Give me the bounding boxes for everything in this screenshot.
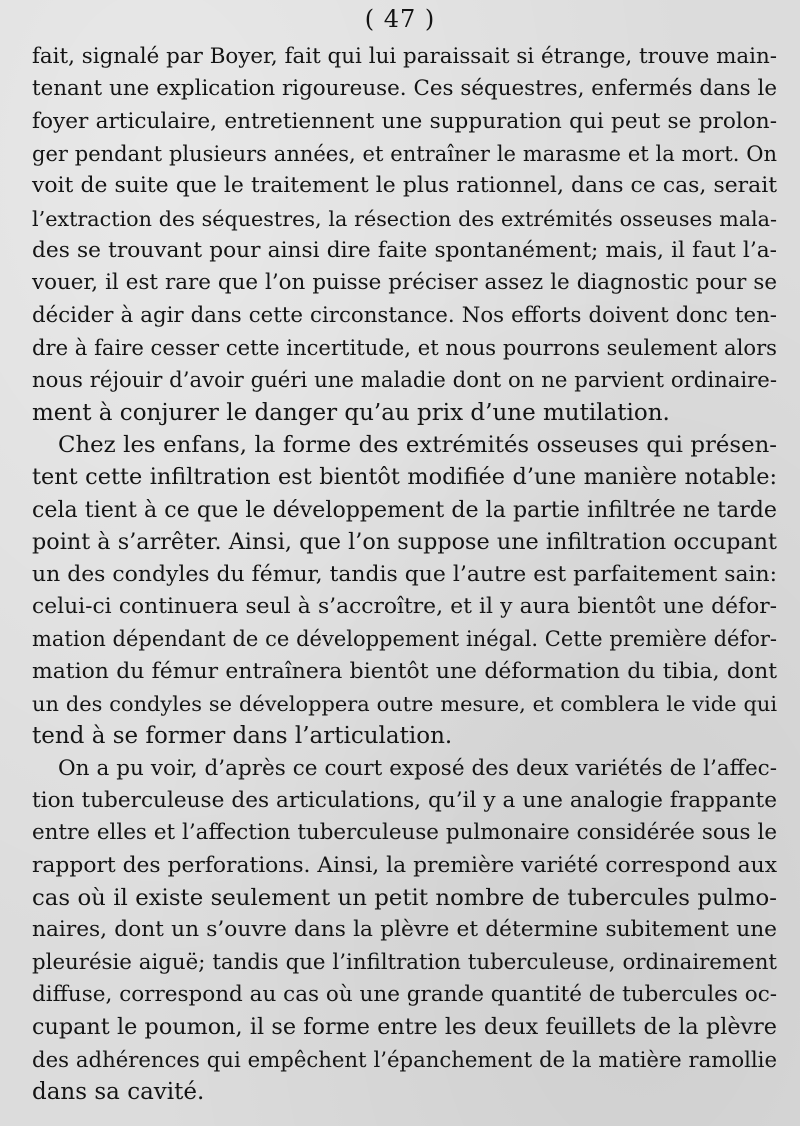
text-line: entre elles et l’affection tuberculeuse pulmonaire considérée sous le: [32, 820, 777, 846]
paragraph-1: [32, 41, 777, 429]
text-line: tend à se former dans l’articulation.: [32, 723, 453, 750]
text-line: point à s’arrêter. Ainsi, que l’on suppose une infiltration occupant: [32, 529, 777, 556]
text-line: foyer articulaire, entretiennent une suppuration qui peut se prolon-: [32, 108, 777, 134]
text-line: vouer, il est rare que l’on puisse préciser assez le diagnostic pour se: [32, 270, 777, 296]
body-text: [32, 41, 777, 1108]
text-line: tenant une explication rigoureuse. Ces séquestres, enfermés dans le: [32, 76, 777, 102]
text-line: mation du fémur entraînera bientôt une déformation du tibia, dont: [32, 658, 777, 684]
text-line: cas où il existe seulement un petit nombre de tubercules pulmo-: [32, 884, 777, 911]
text-line: un des condyles se développera outre mesure, et comblera le vide qui: [32, 691, 777, 716]
text-line: voit de suite que le traitement le plus rationnel, dans ce cas, serait: [32, 173, 777, 199]
text-line: rapport des perforations. Ainsi, la première variété correspond aux: [32, 852, 777, 878]
page-number: ( 47 ): [364, 5, 436, 33]
text-line: décider à agir dans cette circonstance. Nos efforts doivent donc ten-: [32, 302, 777, 328]
text-line: des adhérences qui empêchent l’épanchement de la matière ramollie: [32, 1046, 777, 1072]
text-line: naires, dont un s’ouvre dans la plèvre et détermine subitement une: [32, 917, 777, 943]
text-line: diffuse, correspond au cas où une grande quantité de tubercules oc-: [32, 981, 777, 1007]
text-line: un des condyles du fémur, tandis que l’autre est parfaitement sain:: [32, 561, 777, 587]
text-line: dre à faire cesser cette incertitude, et nous pourrons seulement alors: [32, 335, 777, 361]
text-line: des se trouvant pour ainsi dire faite spontanément; mais, il faut l’a-: [32, 238, 777, 264]
text-line: On a pu voir, d’après ce court exposé des deux variétés de l’affec-: [58, 755, 777, 781]
text-line: pleurésie aiguë; tandis que l’infiltration tuberculeuse, ordinairement: [32, 949, 777, 975]
text-line: ger pendant plusieurs années, et entraîner le marasme et la mort. On: [32, 142, 777, 167]
text-line: ment à conjurer le danger qu’au prix d’une mutilation.: [32, 399, 670, 426]
text-line: cupant le poumon, il se forme entre les deux feuillets de la plèvre: [32, 1014, 777, 1041]
text-line: Chez les enfans, la forme des extrémités osseuses qui présen-: [58, 432, 777, 459]
text-line: nous réjouir d’avoir guéri une maladie dont on ne parvient ordinaire-: [32, 367, 777, 393]
text-line: l’extraction des séquestres, la résection des extrémités osseuses mala-: [32, 206, 777, 231]
text-line: celui-ci continuera seul à s’accroître, et il y aura bientôt une défor-: [32, 593, 777, 619]
text-line: cela tient à ce que le développement de la partie infiltrée ne tarde: [32, 496, 777, 523]
paragraph-2: [32, 429, 777, 752]
paragraph-3: [32, 753, 777, 1109]
text-line: mation dépendant de ce développement inégal. Cette première défor-: [32, 627, 777, 652]
text-line: tent cette infiltration est bientôt modifiée d’une manière notable:: [32, 464, 777, 491]
text-line: tion tuberculeuse des articulations, qu’il y a une analogie frappante: [32, 787, 777, 813]
text-line: dans sa cavité.: [32, 1079, 205, 1105]
text-line: fait, signalé par Boyer, fait qui lui paraissait si étrange, trouve main-: [32, 44, 777, 69]
